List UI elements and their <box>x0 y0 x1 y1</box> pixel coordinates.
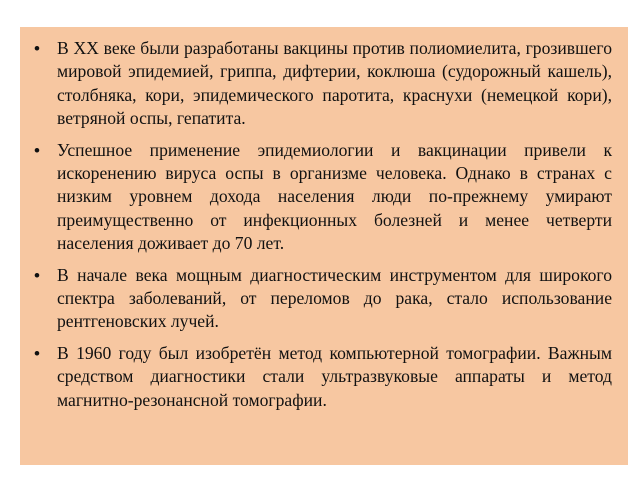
bullet-text: Успешное применение эпидемиологии и вакцинации привели к искоренению вируса оспы в организме человека. Однако в странах с низким уровнем дохода населения люди по-прежнему умирают преимущественно от инфекционных болезней и менее четверти населения доживает до 70 лет. <box>57 139 612 254</box>
bullet-marker: • <box>34 265 40 285</box>
bullet-marker: • <box>34 140 40 160</box>
bullet-item-xray <box>34 264 612 334</box>
bullet-marker: • <box>34 343 40 363</box>
slide-content-panel <box>20 27 628 465</box>
bullet-list <box>34 37 612 420</box>
bullet-text: В 1960 году был изобретён метод компьютерной томографии. Важным средством диагностики стали ультразвуковые аппараты и метод магнитно-резонансной томографии. <box>57 342 612 410</box>
bullet-text: В начале века мощным диагностическим инструментом для широкого спектра заболеваний, от переломов до рака, стало использование рентгеновских лучей. <box>57 264 612 332</box>
bullet-item-tomography <box>34 342 612 412</box>
bullet-item-epidemiology <box>34 139 612 256</box>
bullet-text: В XX веке были разработаны вакцины против полиомиелита, грозившего мировой эпидемией, гриппа, дифтерии, коклюша (судорожный кашель), столбняка, кори, эпидемического паротита, краснухи (немецкой кори), ветряной оспы, гепатита. <box>57 38 612 129</box>
bullet-item-vaccines <box>34 37 612 131</box>
bullet-marker: • <box>34 39 40 58</box>
